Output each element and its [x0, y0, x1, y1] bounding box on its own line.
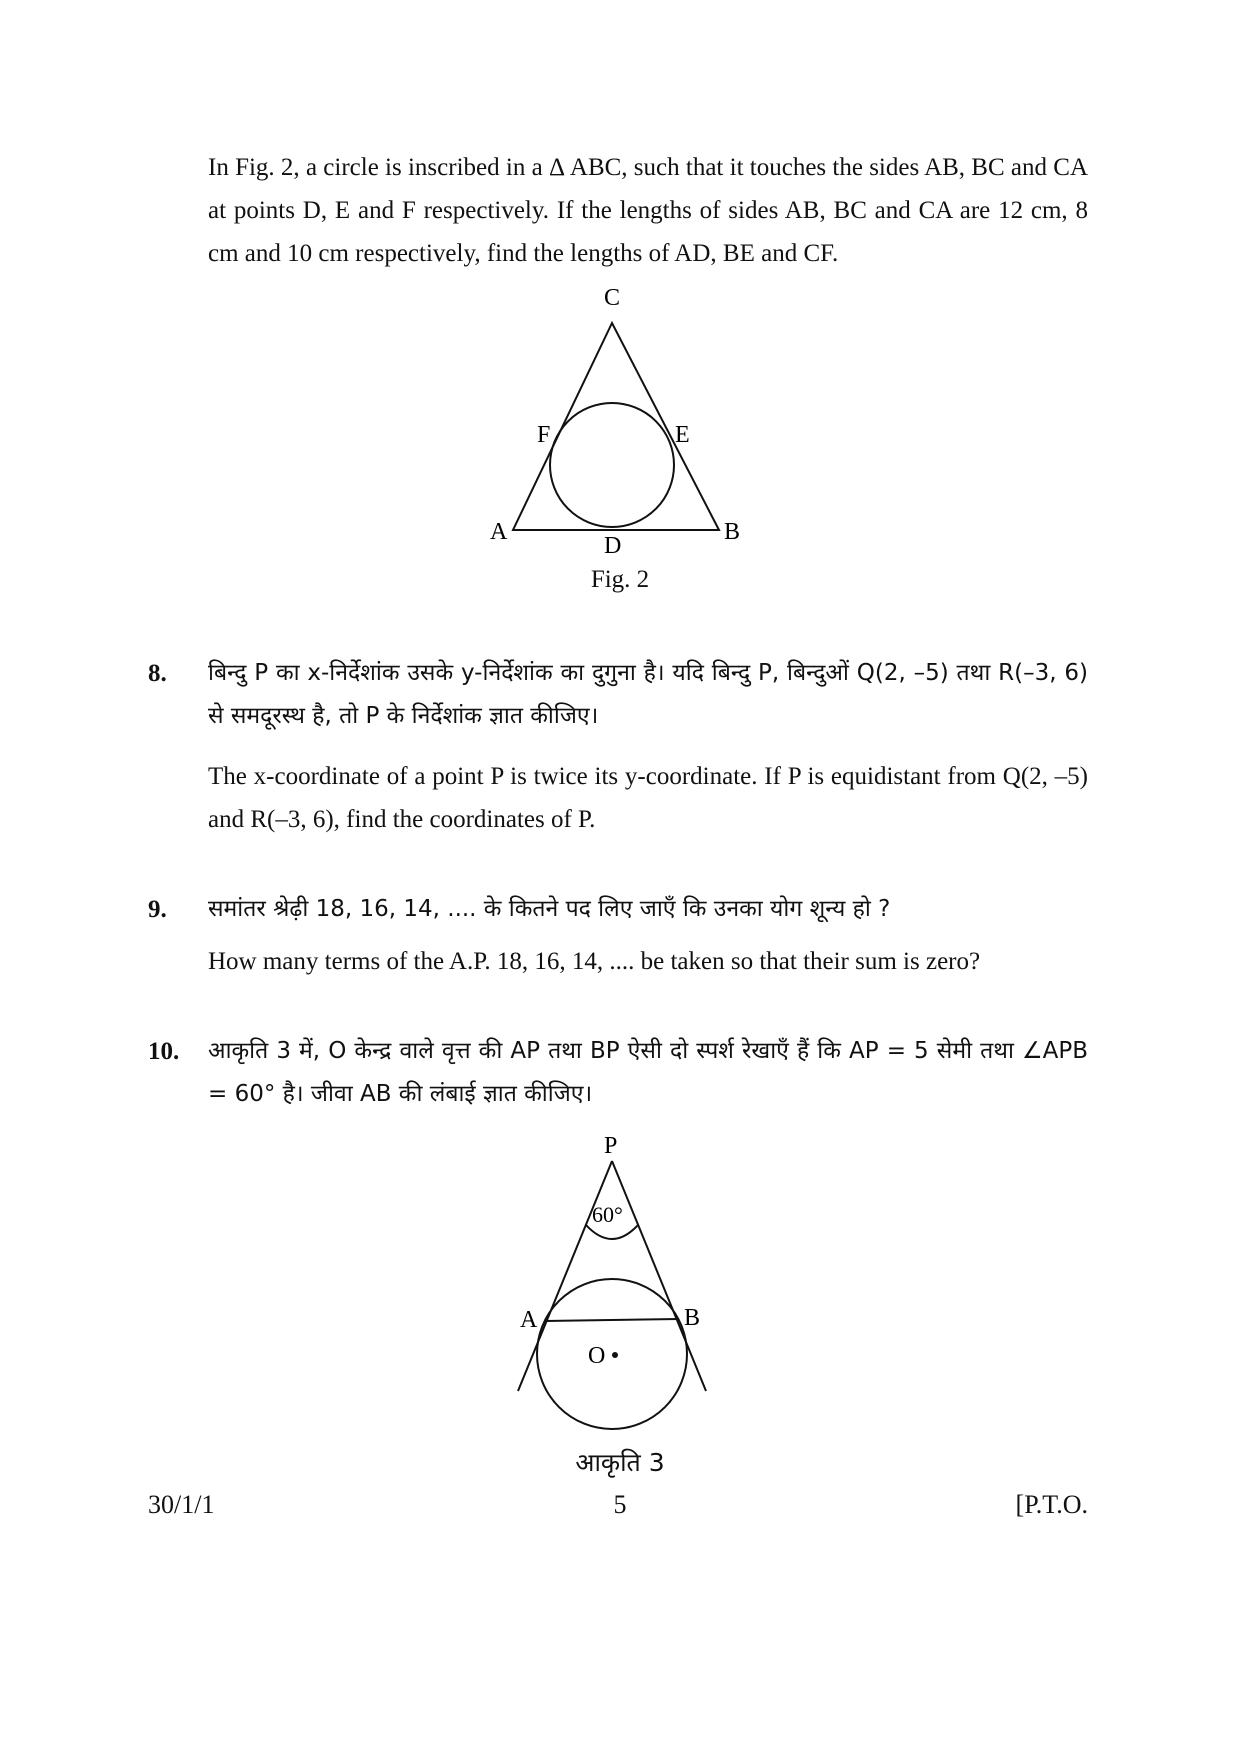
- incircle: [550, 403, 674, 527]
- footer-code: 30/1/1: [148, 1490, 215, 1519]
- angle-arc: [586, 1225, 638, 1239]
- q8-hindi-text: बिन्दु P का x-निर्देशांक उसके y-निर्देशांक का दुगुना है। यदि बिन्दु P, बिन्दुओं Q(2, –5) तथा R(–3, 6) से समदूरस्थ है, तो P के निर्देशांक ज्ञात कीजिए।: [208, 660, 1088, 729]
- footer-pto: [P.T.O.: [1015, 1490, 1088, 1519]
- fig2-triangle-incircle: [470, 285, 770, 560]
- footer-page-number: 5: [613, 1490, 627, 1519]
- fig3-caption: आकृति 3: [575, 1448, 665, 1477]
- q9-hindi-text: समांतर श्रेढ़ी 18, 16, 14, .... के कितने पद लिए जाएँ कि उनका योग शून्य हो ?: [208, 896, 891, 922]
- fig2-caption: Fig. 2: [590, 566, 650, 593]
- label-c: C: [604, 285, 621, 311]
- label-b: B: [684, 1305, 701, 1331]
- label-a: A: [490, 519, 508, 545]
- label-o: O: [588, 1343, 606, 1369]
- label-f: F: [537, 422, 551, 448]
- center-dot: [612, 1352, 618, 1358]
- q8-number: 8.: [148, 660, 167, 687]
- label-p: P: [604, 1133, 618, 1159]
- chord-ab: [545, 1319, 679, 1321]
- label-d: D: [604, 533, 622, 559]
- q8-english-text: The x-coordinate of a point P is twice its y-coordinate. If P is equidistant from Q(2, –5) and R(–3, 6), find the coordinates of P.: [208, 763, 1088, 833]
- label-e: E: [675, 422, 690, 448]
- q9-english-text: How many terms of the A.P. 18, 16, 14, .... be taken so that their sum is zero?: [208, 948, 981, 975]
- label-b: B: [724, 519, 741, 545]
- fig3-tangents-circle: [500, 1125, 740, 1430]
- q9-number: 9.: [148, 896, 167, 923]
- q10-number: 10.: [148, 1038, 180, 1065]
- circle-o: [537, 1279, 687, 1429]
- q7-english-text: In Fig. 2, a circle is inscribed in a Δ ABC, such that it touches the sides AB, BC and CA at points D, E and F respectively. If the lengths of sides AB, BC and CA are 12 cm, 8 cm and 10 cm respectively, find the lengths of AD, BE and CF.: [208, 154, 1088, 267]
- tangent-pb: [612, 1161, 706, 1391]
- label-a: A: [520, 1307, 538, 1333]
- label-angle: 60°: [592, 1202, 623, 1227]
- q10-hindi-text: आकृति 3 में, O केन्द्र वाले वृत्त की AP तथा BP ऐसी दो स्पर्श रेखाएँ हैं कि AP = 5 सेमी तथा ∠APB = 60° है। जीवा AB की लंबाई ज्ञात कीजिए।: [208, 1038, 1088, 1107]
